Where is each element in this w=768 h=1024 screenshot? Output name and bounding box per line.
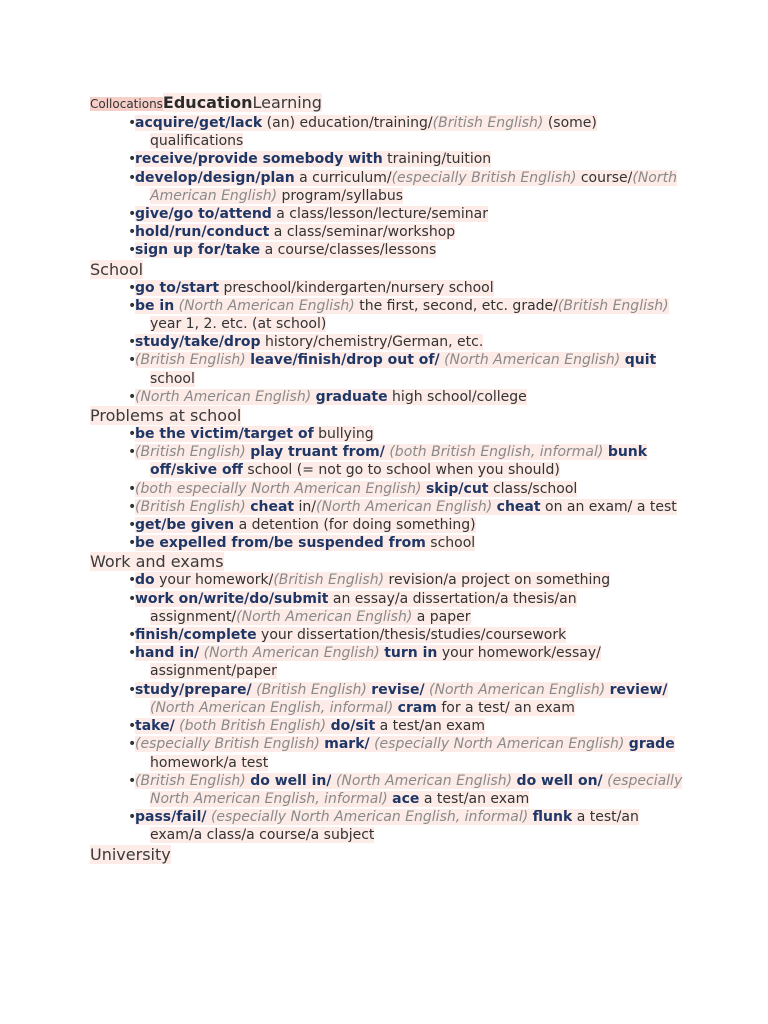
- usage-note: (North American English): [335, 772, 513, 789]
- usage-note: (both especially North American English): [135, 480, 422, 497]
- collocation-verb: sign up for/take: [135, 242, 261, 259]
- collocation-object: homework/a test: [150, 754, 269, 771]
- collocation-verb: graduate: [315, 388, 388, 405]
- list-item: [135, 169, 690, 205]
- collocation-object: year 1, 2. etc. (at school): [150, 316, 327, 333]
- list-item: [135, 223, 690, 241]
- document-heading: [90, 93, 690, 114]
- collocation-verb: grade: [628, 736, 675, 753]
- collocation-verb: study/take/drop: [135, 334, 261, 351]
- collocation-object: school: [425, 535, 476, 552]
- collocation-verb: review/: [609, 681, 668, 698]
- usage-note: (British English): [135, 444, 246, 461]
- usage-note: (British English): [135, 772, 246, 789]
- collocation-object: the first, second, etc. grade/: [354, 297, 558, 314]
- list-item: [135, 150, 690, 168]
- collocation-object: [199, 645, 203, 661]
- collocation-verb: study/prepare/: [135, 681, 252, 698]
- collocation-object: your homework/essay/ assignment/paper: [150, 645, 601, 680]
- list-item: [135, 425, 690, 443]
- collocation-verb: develop/design/plan: [135, 169, 295, 186]
- list-item: [135, 590, 690, 626]
- collocation-object: bullying: [313, 426, 374, 443]
- collocation-object: program/syllabus: [277, 187, 404, 204]
- usage-note: (both British English, informal): [389, 444, 604, 461]
- collocation-verb: finish/complete: [135, 627, 257, 644]
- collocation-verb: acquire/get/lack: [135, 115, 263, 131]
- collocation-verb: go to/start: [135, 279, 220, 296]
- usage-note: (British English): [135, 352, 246, 369]
- usage-note: (especially British English): [391, 169, 577, 186]
- usage-note: (North American English): [150, 169, 677, 204]
- section-title: [90, 260, 690, 279]
- collocation-verb: mark/: [324, 736, 370, 753]
- collocation-object: [528, 809, 532, 825]
- list-item: [135, 333, 690, 351]
- collocation-object: on an exam/ a test: [540, 498, 677, 515]
- usage-note: (North American English): [316, 498, 493, 515]
- list-item: [135, 534, 690, 552]
- collocation-verb: hand in/: [135, 645, 200, 662]
- list-item: [135, 297, 690, 333]
- usage-note: (North American English): [444, 352, 621, 369]
- collocation-verb: be expelled from/be suspended from: [135, 535, 426, 552]
- usage-note: (North American English): [236, 608, 413, 625]
- collocation-object: [605, 682, 609, 698]
- usage-note: (North American English, informal): [150, 699, 394, 716]
- collocation-object: (some) qualifications: [150, 115, 597, 150]
- usage-note: (especially North American English, informal): [150, 772, 683, 807]
- collocation-verb: turn in: [384, 645, 438, 662]
- collocation-verb: do well on/: [516, 772, 603, 789]
- collocation-verb: cheat: [496, 498, 541, 515]
- collocation-verb: work on/write/do/submit: [135, 590, 329, 607]
- collocation-verb: do: [135, 572, 155, 589]
- list-item: [135, 772, 690, 808]
- collocation-list: [90, 425, 690, 552]
- collocation-verb: ace: [392, 790, 420, 807]
- collocation-object: [311, 389, 315, 405]
- collocation-object: training/tuition: [382, 151, 492, 168]
- collocation-verb: give/go to/attend: [135, 206, 272, 223]
- collocation-object: history/chemistry/German, etc.: [260, 334, 484, 351]
- heading-collocations: Collocations: [90, 97, 163, 111]
- collocation-object: [393, 700, 397, 716]
- collocation-object: a class/lesson/lecture/seminar: [271, 206, 488, 223]
- collocation-verb: be the victim/target of: [135, 426, 314, 443]
- usage-note: (North American English): [203, 645, 380, 662]
- collocation-object: a class/seminar/workshop: [269, 224, 456, 241]
- collocation-verb: do/sit: [330, 718, 376, 735]
- list-item: [135, 808, 690, 844]
- heading-learning: Learning: [252, 93, 322, 112]
- usage-note: (especially North American English): [374, 736, 625, 753]
- collocation-verb: flunk: [532, 809, 573, 826]
- usage-note: (British English): [432, 115, 544, 131]
- collocation-list: [90, 279, 690, 406]
- collocation-object: [512, 773, 516, 789]
- collocation-object: your homework/: [154, 572, 274, 589]
- list-item: [135, 443, 690, 479]
- collocation-list: [90, 571, 690, 844]
- collocation-verb: bunk off/skive off: [150, 444, 648, 479]
- collocation-verb: do well in/: [250, 772, 332, 789]
- collocation-object: in/: [294, 498, 317, 515]
- usage-note: (British English): [273, 572, 385, 589]
- heading-education: Education: [162, 93, 253, 112]
- collocation-object: [492, 499, 496, 515]
- list-item: [135, 498, 690, 516]
- list-item: [135, 351, 690, 387]
- collocation-object: [174, 298, 178, 314]
- section-title-text: University: [90, 844, 171, 864]
- collocation-verb: quit: [624, 352, 657, 369]
- collocation-verb: receive/provide somebody with: [135, 151, 383, 168]
- collocation-object: class/school: [488, 480, 578, 497]
- list-item: [135, 114, 690, 150]
- list-item: [135, 644, 690, 680]
- section-title: [90, 552, 690, 571]
- list-item: [135, 388, 690, 406]
- collocation-verb: get/be given: [135, 517, 235, 534]
- collocation-verb: cram: [397, 699, 437, 716]
- usage-note: (especially British English): [135, 736, 320, 753]
- collocation-object: (an) education/training/: [262, 115, 433, 131]
- collocation-verb: take/: [135, 718, 175, 735]
- section-title: [90, 845, 690, 864]
- usage-note: (both British English): [179, 718, 327, 735]
- collocation-object: preschool/kindergarten/nursery school: [219, 279, 494, 296]
- collocation-verb: hold/run/conduct: [135, 224, 270, 241]
- collocation-verb: cheat: [250, 498, 295, 515]
- collocation-object: a curriculum/: [294, 169, 392, 186]
- list-item: [135, 279, 690, 297]
- collocation-object: a course/classes/lessons: [260, 242, 437, 259]
- usage-note: (especially North American English, informal): [210, 809, 529, 826]
- collocation-object: a paper: [412, 608, 471, 625]
- collocation-object: a test/an exam: [419, 790, 530, 807]
- collocation-verb: leave/finish/drop out of/: [250, 352, 440, 369]
- section-title-text: School: [90, 259, 144, 279]
- usage-note: (British English): [557, 297, 669, 314]
- usage-note: (British English): [135, 498, 246, 515]
- usage-note: (North American English): [429, 681, 606, 698]
- list-item: [135, 717, 690, 735]
- list-item: [135, 480, 690, 498]
- collocation-object: a test/an exam/a class/a course/a subject: [150, 809, 639, 844]
- collocation-object: course/: [576, 169, 633, 186]
- collocation-verb: skip/cut: [425, 480, 489, 497]
- usage-note: (British English): [256, 681, 367, 698]
- list-item: [135, 571, 690, 589]
- collocation-verb: play truant from/: [250, 444, 385, 461]
- collocation-object: for a test/ an exam: [436, 699, 575, 716]
- list-item: [135, 626, 690, 644]
- collocation-object: high school/college: [387, 388, 527, 405]
- collocation-verb: pass/fail/: [135, 809, 207, 826]
- list-item: [135, 735, 690, 771]
- collocation-object: school: [150, 370, 195, 387]
- collocation-verb: revise/: [371, 681, 425, 698]
- usage-note: (North American English): [178, 297, 355, 314]
- section-title-text: Problems at school: [90, 406, 242, 426]
- section-title-text: Work and exams: [90, 552, 224, 572]
- list-item: [135, 205, 690, 223]
- collocation-list: [90, 114, 690, 260]
- collocation-object: [326, 718, 330, 734]
- document-page: [90, 93, 690, 864]
- usage-note: (North American English): [135, 388, 312, 405]
- collocation-object: revision/a project on something: [384, 572, 611, 589]
- list-item: [135, 516, 690, 534]
- collocation-object: a test/an exam: [375, 718, 486, 735]
- collocation-object: your dissertation/thesis/studies/coursework: [256, 627, 567, 644]
- collocation-object: a detention (for doing something): [234, 517, 476, 534]
- list-item: [135, 681, 690, 717]
- sections-container: [90, 114, 690, 864]
- collocation-object: school (= not go to school when you should): [242, 462, 560, 479]
- collocation-object: an essay/a dissertation/a thesis/an assignment/: [150, 590, 577, 625]
- collocation-verb: be in: [135, 297, 175, 314]
- section-title: [90, 406, 690, 425]
- list-item: [135, 241, 690, 259]
